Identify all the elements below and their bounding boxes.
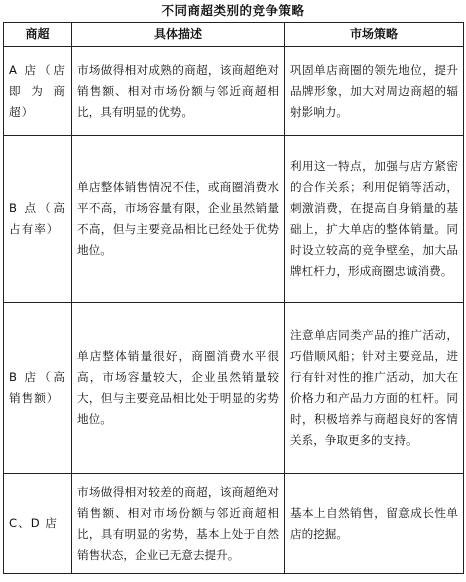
strategy-cell: 利用这一特点，加强与店方紧密的合作关系；利用促销等活动，刺激消费，在提高自身销量的基础上，扩大单店的整体销量。同时设立较高的竞争壁垒，加大品牌杠杆力，形成商圈忠诚消费。 [285,136,464,303]
column-header-strategy: 市场策略 [285,23,464,47]
column-header-description: 具体描述 [72,23,285,47]
strategy-cell: 注意单店同类产品的推广活动，巧借顺风船；针对主要竞品，进行有针对性的推广活动，加大在价格力和产品力方面的杠杆。同时，积极培养与商超良好的客情关系，争取更多的支持。 [285,303,464,474]
description-cell: 单店整体销量很好，商圈消费水平很高，市场容量较大，企业虽然销量较大，但与主要竞品相比处于明显的劣势地位。 [72,303,285,474]
description-cell: 市场做得相对成熟的商超，该商超绝对销售额、相对市场份额与邻近商超相比，具有明显的优势。 [72,47,285,136]
table-row [4,136,464,303]
description-cell: 市场做得相对较差的商超，该商超绝对销售额、相对市场份额与邻近商超相比，具有明显的劣势，基本上处于自然销售状态，企业已无意去提升。 [72,474,285,574]
store-cell: B 点（高占有率） [4,136,72,303]
column-header-store: 商超 [4,23,72,47]
strategy-table [3,22,464,574]
store-cell: C、D 店 [4,474,72,574]
description-cell: 单店整体销售情况不佳，或商圈消费水平不高，市场容量有限，企业虽然销量不高，但与主要竞品相比已经处于优势地位。 [72,136,285,303]
table-row [4,474,464,574]
strategy-cell: 巩固单店商圈的领先地位，提升品牌形象，加大对周边商超的辐射影响力。 [285,47,464,136]
store-cell: A 店（店即为商超） [4,47,72,136]
table-header-row [4,23,464,47]
table-row [4,47,464,136]
store-cell: B 店（高销售额） [4,303,72,474]
table-title: 不同商超类别的竞争策略 [161,3,305,18]
table-row [4,303,464,474]
strategy-cell: 基本上自然销售，留意成长性单店的挖掘。 [285,474,464,574]
